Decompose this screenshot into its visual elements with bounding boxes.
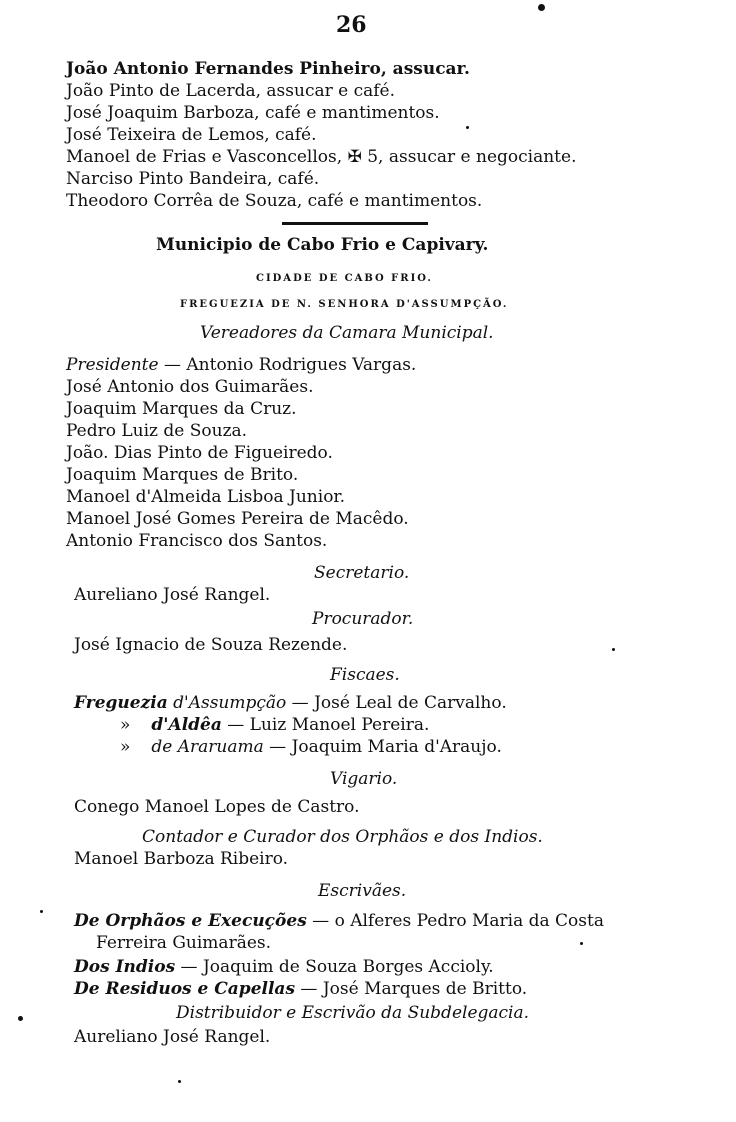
fiscal-place: d'Assumpção: [173, 693, 287, 713]
secretary-name: Aureliano José Rangel.: [74, 585, 271, 605]
merchant-entry: Manoel de Frias e Vasconcellos, ✠ 5, assucar e negociante.: [66, 147, 577, 167]
vicar-name: Conego Manoel Lopes de Castro.: [74, 797, 360, 817]
clerk-name: — José Marques de Britto.: [300, 979, 528, 999]
fiscal-entry: [120, 714, 429, 736]
council-member: Joaquim Marques da Cruz.: [66, 399, 297, 419]
clerk-name: — Joaquim de Souza Borges Accioly.: [180, 957, 494, 977]
fiscals-heading: Fiscaes.: [330, 665, 400, 685]
merchant-entry: Narciso Pinto Bandeira, café.: [66, 169, 320, 189]
distributor-name: Aureliano José Rangel.: [74, 1027, 271, 1047]
ink-speck: [466, 126, 469, 129]
ink-speck: [580, 942, 583, 945]
clerk-entry: Ferreira Guimarães.: [96, 933, 272, 953]
council-member: [66, 354, 416, 376]
council-member: Manoel José Gomes Pereira de Macêdo.: [66, 509, 409, 529]
merchant-entry: José Teixeira de Lemos, café.: [66, 125, 317, 145]
ink-speck: [40, 910, 43, 913]
merchant-entry: João Pinto de Lacerda, assucar e café.: [66, 81, 396, 101]
procurator-name: José Ignacio de Souza Rezende.: [74, 635, 348, 655]
parish-title: FREGUEZIA DE N. SENHORA D'ASSUMPÇÃO.: [180, 299, 509, 310]
fiscal-name: — José Leal de Carvalho.: [291, 693, 507, 713]
ditto-mark: »: [120, 715, 131, 735]
fiscal-parish: Freguezia: [74, 693, 168, 713]
accountant-heading: Contador e Curador dos Orphãos e dos Indios.: [142, 827, 543, 847]
city-title: CIDADE DE CABO FRIO.: [256, 273, 433, 284]
merchant-entry: José Joaquim Barboza, café e mantimentos.: [66, 103, 440, 123]
distributor-heading: Distribuidor e Escrivão da Subdelegacia.: [176, 1003, 530, 1023]
clerk-name: — o Alferes Pedro Maria da Costa: [312, 911, 604, 931]
clerk-office: De Residuos e Capellas: [74, 979, 296, 999]
merchant-entry: Theodoro Corrêa de Souza, café e mantimentos.: [66, 191, 483, 211]
clerk-entry: [74, 978, 527, 1000]
fiscal-entry: [74, 692, 507, 714]
fiscal-entry: [120, 736, 502, 758]
secretary-heading: Secretario.: [314, 563, 410, 583]
council-member: Pedro Luiz de Souza.: [66, 421, 248, 441]
council-member: Joaquim Marques de Brito.: [66, 465, 299, 485]
council-member: Manoel d'Almeida Lisboa Junior.: [66, 487, 346, 507]
ink-speck: [18, 1016, 23, 1021]
ditto-mark: »: [120, 737, 131, 757]
fiscal-name: — Luiz Manoel Pereira.: [227, 715, 430, 735]
ink-speck: [178, 1080, 181, 1083]
council-role: Presidente: [66, 355, 159, 375]
fiscal-name: — Joaquim Maria d'Araujo.: [269, 737, 502, 757]
ink-speck: [612, 648, 615, 651]
accountant-name: Manoel Barboza Ribeiro.: [74, 849, 289, 869]
clerk-office: De Orphãos e Execuções: [74, 911, 307, 931]
clerk-entry: [74, 956, 494, 978]
municipality-title: Municipio de Cabo Frio e Capivary.: [156, 235, 489, 255]
council-member: Antonio Francisco dos Santos.: [66, 531, 328, 551]
clerk-office: Dos Indios: [74, 957, 176, 977]
ink-spot: [538, 4, 545, 11]
page-number: 26: [336, 12, 367, 38]
fiscal-place: de Araruama: [151, 737, 264, 757]
procurator-heading: Procurador.: [312, 609, 414, 629]
clerk-entry: [74, 910, 604, 932]
council-name: — Antonio Rodrigues Vargas.: [163, 355, 417, 375]
section-divider: [282, 222, 428, 225]
council-member: João. Dias Pinto de Figueiredo.: [66, 443, 333, 463]
merchant-entry: João Antonio Fernandes Pinheiro, assucar.: [66, 59, 470, 79]
clerks-heading: Escrivães.: [318, 881, 407, 901]
fiscal-place: d'Aldêa: [151, 715, 222, 735]
vicar-heading: Vigario.: [330, 769, 398, 789]
council-member: José Antonio dos Guimarães.: [66, 377, 314, 397]
council-heading: Vereadores da Camara Municipal.: [200, 323, 494, 343]
